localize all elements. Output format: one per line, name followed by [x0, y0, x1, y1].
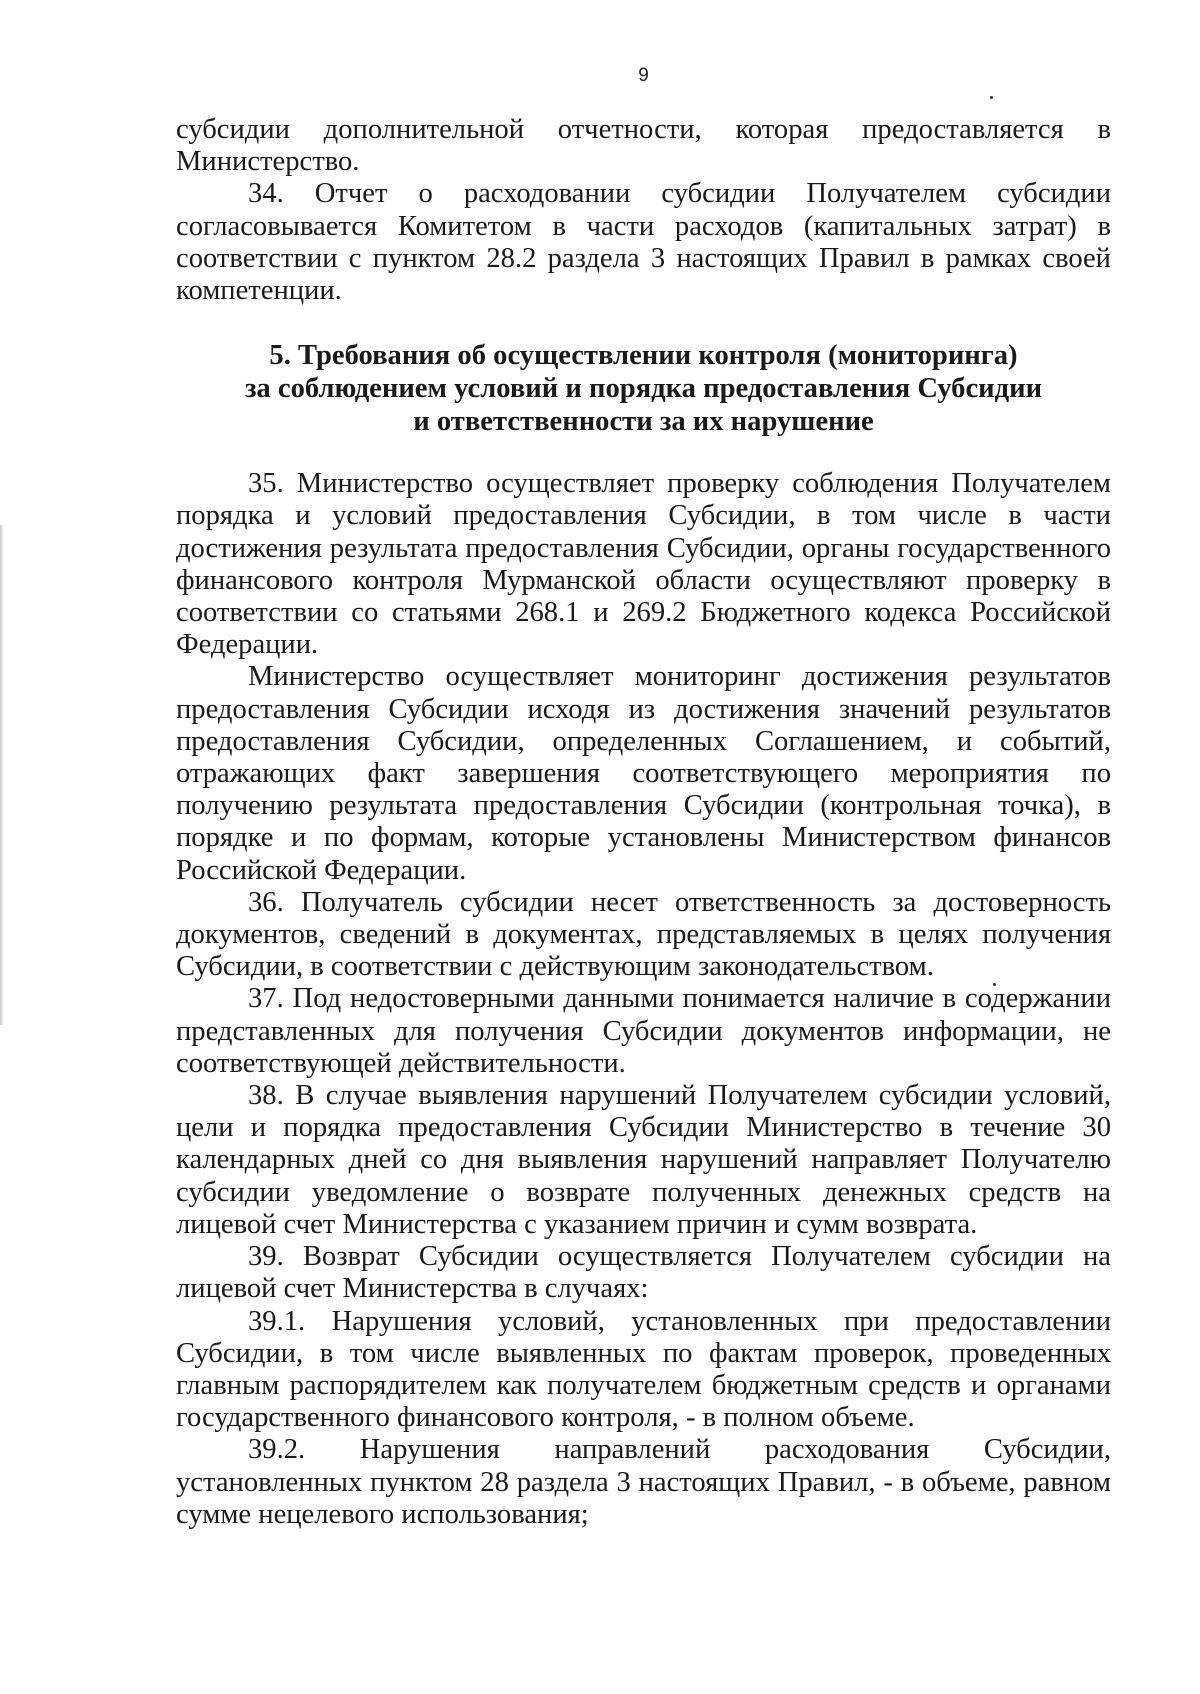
section-heading [176, 339, 1111, 438]
paragraph-36: 36. Получатель субсидии несет ответственность за достоверность документов, сведений в документах, представляемых в целях получения Субсидии, в соответствии с действующим законодательством. [176, 886, 1111, 983]
paragraph-35: 35. Министерство осуществляет проверку соблюдения Получателем порядка и условий предоставления Субсидии, в том числе в части достижения результата предоставления Субсидии, органы государственного финансового контроля Мурманской области осуществляют проверку в соответствии со статьями 268.1 и 269.2 Бюджетного кодекса Российской Федерации. [176, 468, 1111, 661]
paragraph-39-1: 39.1. Нарушения условий, установленных при предоставлении Субсидии, в том числе выявленных по фактам проверок, проведенных главным распорядителем как получателем бюджетным средств и органами государственного финансового контроля, - в полном объеме. [176, 1305, 1111, 1434]
page-number: 9 [638, 65, 649, 86]
paragraph-34: 34. Отчет о расходовании субсидии Получателем субсидии согласовывается Комитетом в части расходов (капитальных затрат) в соответствии с пунктом 28.2 раздела 3 настоящих Правил в рамках своей компетенции. [176, 178, 1111, 307]
document-body [176, 114, 1111, 1531]
section-heading-line-1: 5. Требования об осуществлении контроля (мониторинга) [269, 340, 1018, 372]
paragraph-monitoring: Министерство осуществляет мониторинг достижения результатов предоставления Субсидии исходя из достижения значений результатов предоставления Субсидии, определенных Соглашением, и событий, отражающих факт завершения соответствующего мероприятия по получению результата предоставления Субсидии (контрольная точка), в порядке и по формам, которые установлены Министерством финансов Российской Федерации. [176, 661, 1111, 886]
section-heading-line-2: за соблюдением условий и порядка предоставления Субсидии [244, 373, 1043, 405]
paragraph-39: 39. Возврат Субсидии осуществляется Получателем субсидии на лицевой счет Министерства в случаях: [176, 1241, 1111, 1305]
paragraph-39-2: 39.2. Нарушения направлений расходования Субсидии, установленных пунктом 28 раздела 3 настоящих Правил, - в объеме, равном сумме нецелевого использования; [176, 1434, 1111, 1530]
scan-speck [990, 96, 993, 99]
section-heading-line-3: и ответственности за их нарушение [413, 406, 874, 438]
paragraph-38: 38. В случае выявления нарушений Получателем субсидии условий, цели и порядка предоставления Субсидии Министерство в течение 30 календарных дней со дня выявления нарушений направляет Получателю субсидии уведомление о возврате полученных денежных средств на лицевой счет Министерства с указанием причин и сумм возврата. [176, 1080, 1111, 1240]
paragraph-continuation: субсидии дополнительной отчетности, которая предоставляется в Министерство. [176, 114, 1111, 178]
scan-edge-shadow [0, 525, 4, 1025]
paragraph-37: 37. Под недостоверными данными понимается наличие в содержании представленных для получения Субсидии документов информации, не соответствующей действительности. [176, 983, 1111, 1079]
